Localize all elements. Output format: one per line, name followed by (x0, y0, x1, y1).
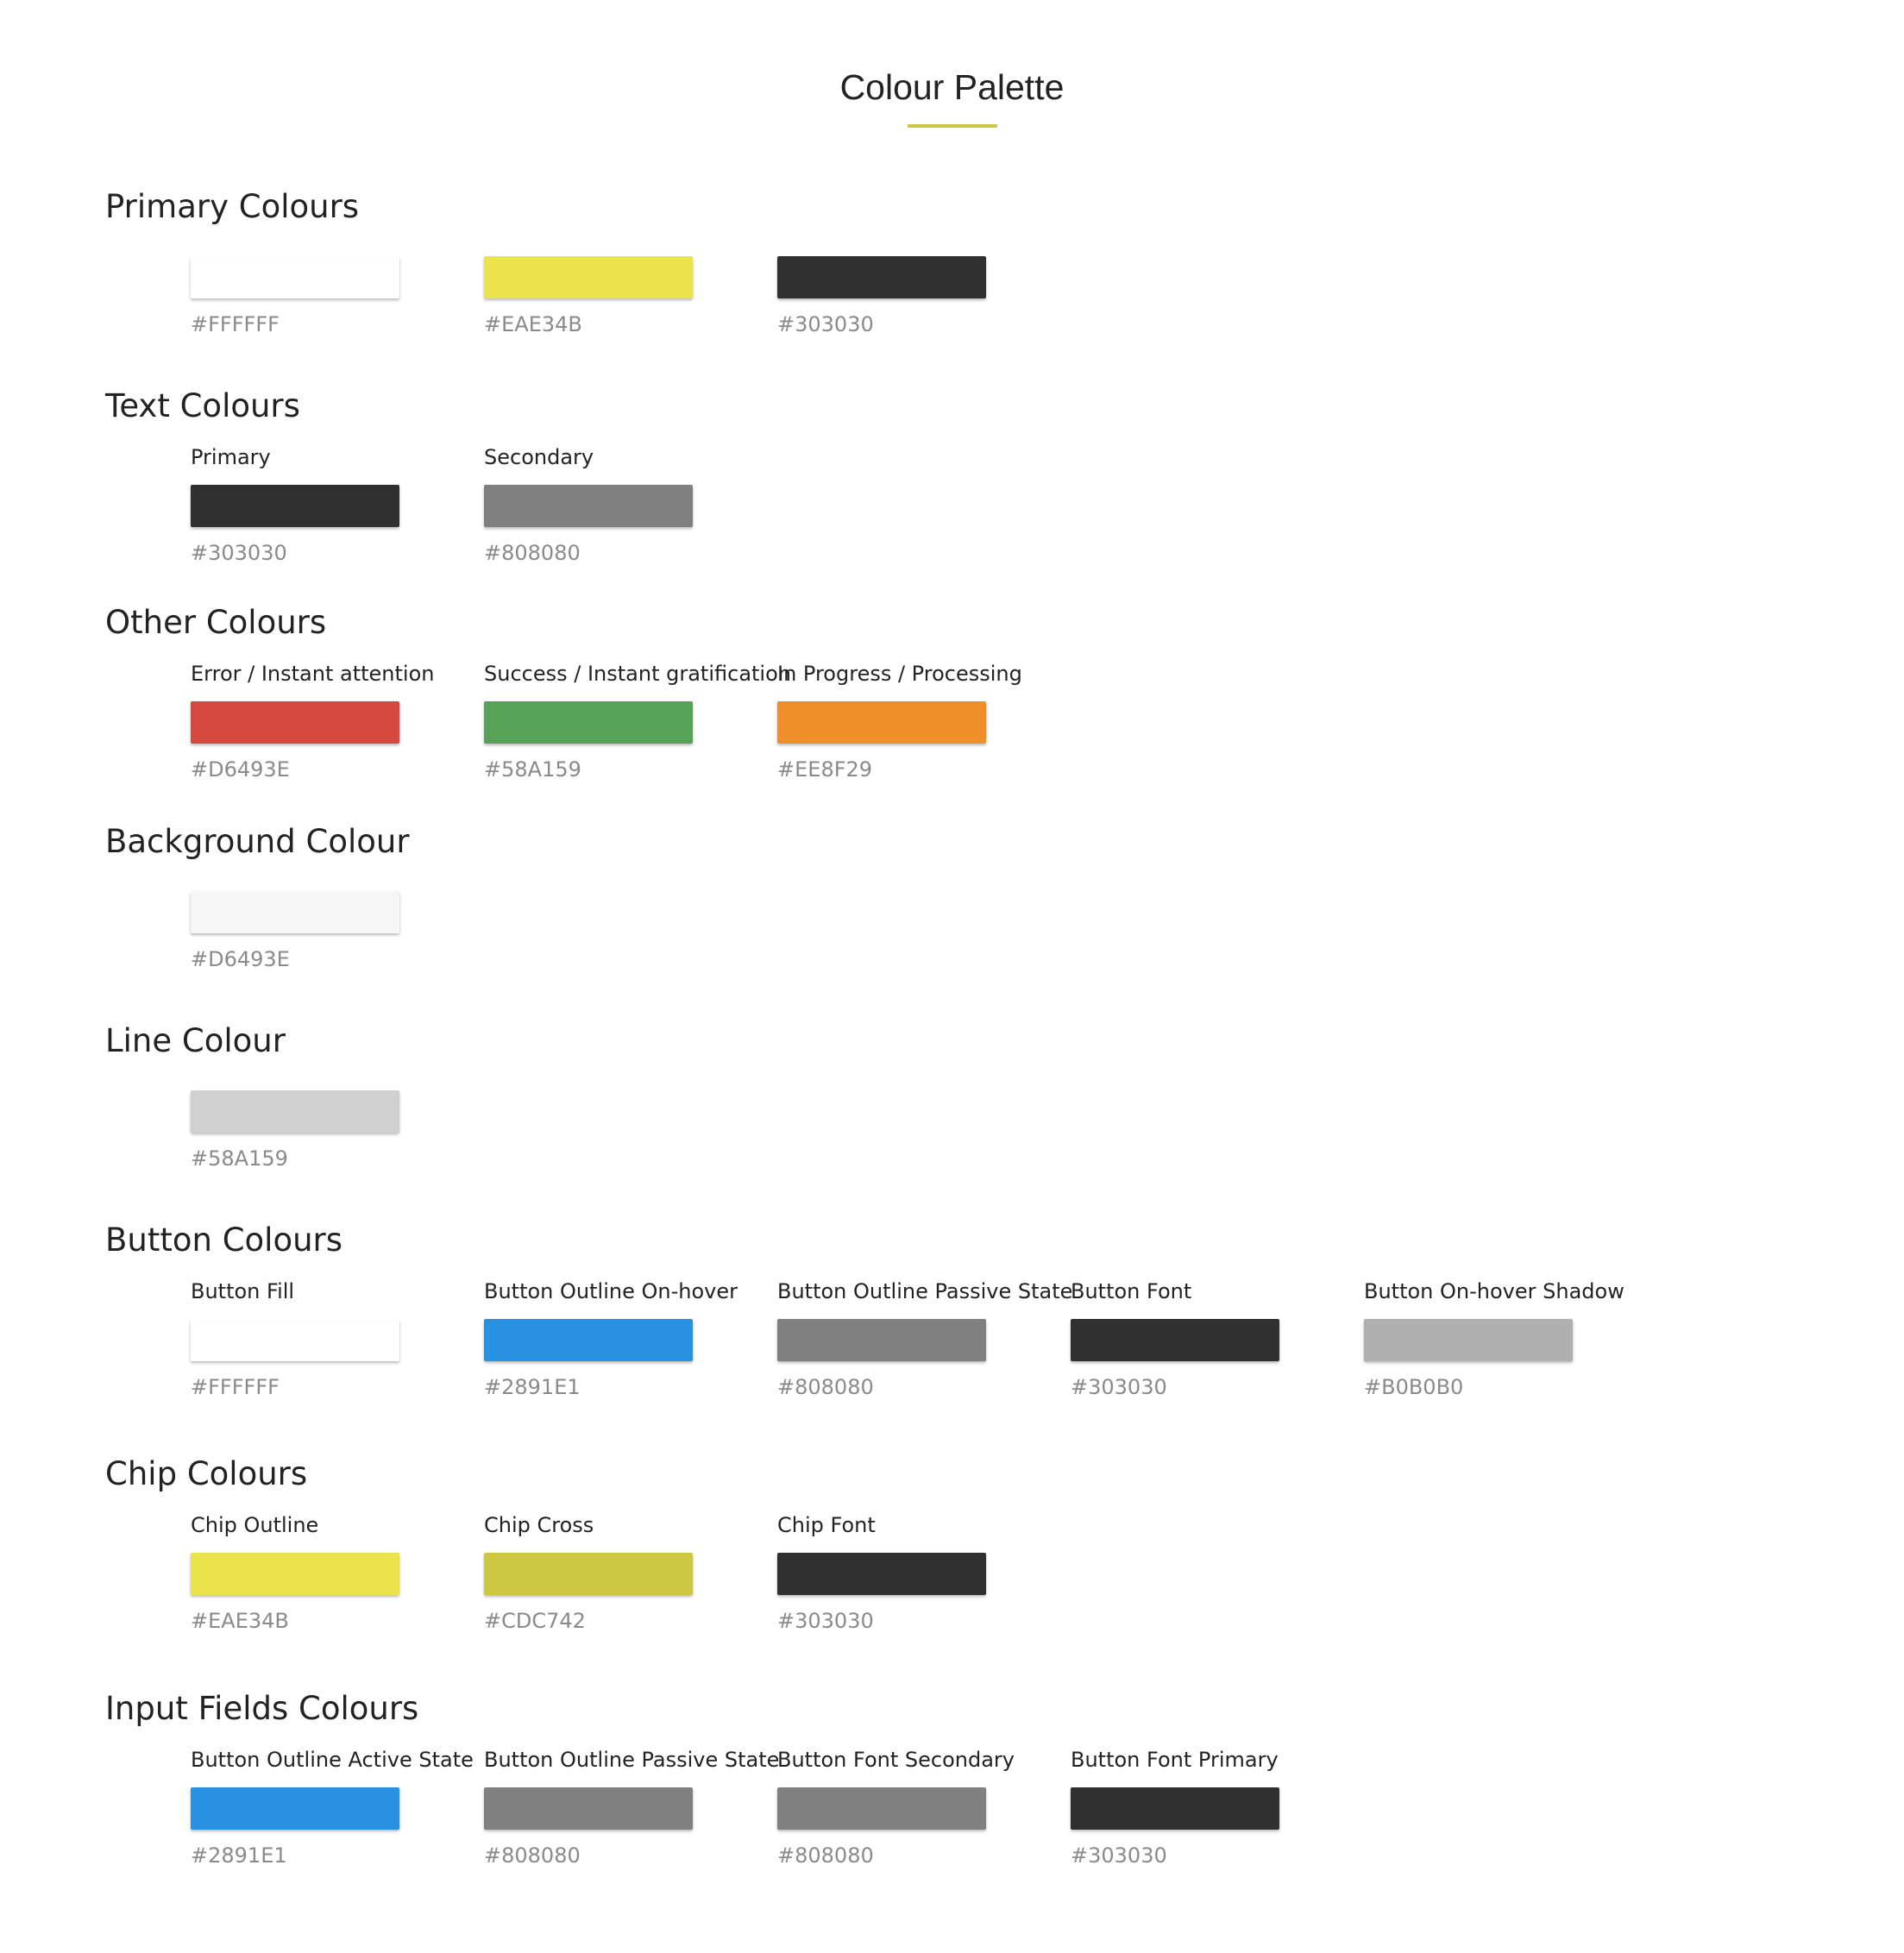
color-swatch (191, 1090, 399, 1133)
swatch-hex-code: #808080 (777, 1375, 874, 1399)
swatch-label: Button On-hover Shadow (1364, 1279, 1624, 1303)
title-underline (908, 124, 997, 128)
color-swatch (191, 1319, 399, 1361)
color-swatch (191, 701, 399, 744)
section-title: Chip Colours (105, 1455, 308, 1492)
color-swatch (484, 1787, 693, 1830)
swatch-label: Secondary (484, 445, 594, 469)
section-title: Other Colours (105, 604, 327, 641)
color-swatch (777, 701, 986, 744)
swatch-hex-code: #808080 (484, 541, 581, 565)
section-title: Input Fields Colours (105, 1690, 419, 1727)
swatch-hex-code: #303030 (1071, 1375, 1167, 1399)
swatch-hex-code: #58A159 (484, 757, 581, 782)
page-title: Colour Palette (839, 67, 1065, 107)
swatch-label: Chip Outline (191, 1513, 319, 1537)
swatch-hex-code: #58A159 (191, 1146, 288, 1171)
color-swatch (1071, 1787, 1279, 1830)
swatch-hex-code: #B0B0B0 (1364, 1375, 1464, 1399)
color-swatch (484, 1319, 693, 1361)
section-title: Primary Colours (105, 188, 360, 225)
swatch-hex-code: #303030 (777, 1609, 874, 1633)
color-swatch (191, 1553, 399, 1595)
swatch-label: Success / Instant gratification (484, 662, 791, 686)
color-swatch (777, 1553, 986, 1595)
color-swatch (484, 256, 693, 298)
swatch-hex-code: #EE8F29 (777, 757, 873, 782)
swatch-hex-code: #EAE34B (484, 312, 582, 336)
swatch-label: Button Outline Passive State (777, 1279, 1073, 1303)
swatch-hex-code: #FFFFFF (191, 312, 280, 336)
swatch-hex-code: #808080 (777, 1843, 874, 1868)
swatch-hex-code: #CDC742 (484, 1609, 586, 1633)
color-swatch (1071, 1319, 1279, 1361)
swatch-label: Button Font (1071, 1279, 1192, 1303)
swatch-hex-code: #808080 (484, 1843, 581, 1868)
section-title: Text Colours (105, 387, 300, 424)
swatch-label: Button Font Secondary (777, 1748, 1015, 1772)
swatch-hex-code: #303030 (777, 312, 874, 336)
swatch-hex-code: #303030 (191, 541, 287, 565)
color-swatch (191, 891, 399, 933)
swatch-label: Primary (191, 445, 271, 469)
swatch-hex-code: #D6493E (191, 947, 290, 971)
swatch-label: Chip Font (777, 1513, 876, 1537)
swatch-hex-code: #FFFFFF (191, 1375, 280, 1399)
swatch-label: In Progress / Processing (777, 662, 1022, 686)
color-swatch (191, 485, 399, 527)
color-swatch (484, 701, 693, 744)
color-swatch (484, 1553, 693, 1595)
section-title: Background Colour (105, 823, 410, 860)
swatch-label: Chip Cross (484, 1513, 594, 1537)
color-swatch (191, 256, 399, 298)
color-swatch (484, 485, 693, 527)
swatch-label: Button Font Primary (1071, 1748, 1279, 1772)
swatch-label: Button Outline On-hover (484, 1279, 738, 1303)
section-title: Line Colour (105, 1022, 286, 1059)
color-swatch (777, 1787, 986, 1830)
section-title: Button Colours (105, 1221, 343, 1259)
swatch-hex-code: #2891E1 (484, 1375, 581, 1399)
color-swatch (1364, 1319, 1573, 1361)
swatch-hex-code: #2891E1 (191, 1843, 287, 1868)
swatch-label: Button Outline Passive State (484, 1748, 780, 1772)
swatch-hex-code: #EAE34B (191, 1609, 289, 1633)
swatch-label: Button Fill (191, 1279, 295, 1303)
color-swatch (777, 256, 986, 298)
color-swatch (777, 1319, 986, 1361)
color-swatch (191, 1787, 399, 1830)
swatch-label: Button Outline Active State (191, 1748, 474, 1772)
swatch-hex-code: #D6493E (191, 757, 290, 782)
swatch-label: Error / Instant attention (191, 662, 435, 686)
swatch-hex-code: #303030 (1071, 1843, 1167, 1868)
